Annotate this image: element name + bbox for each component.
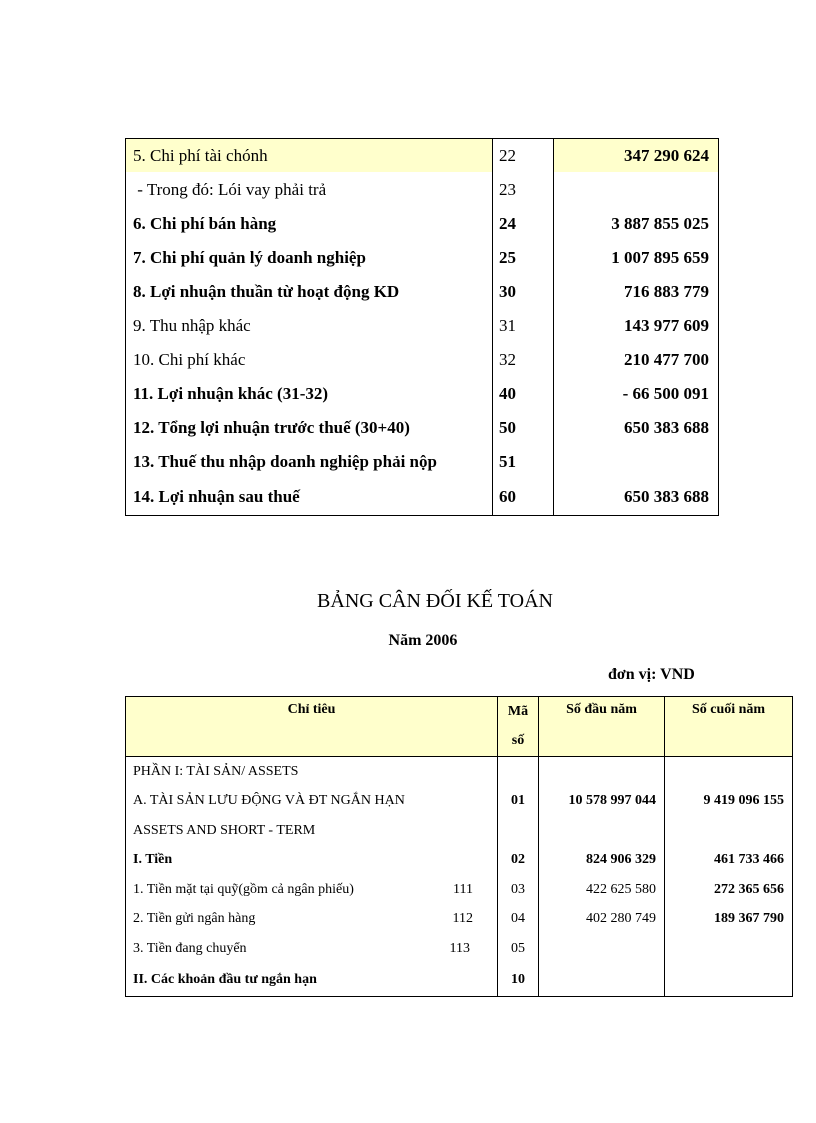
row-code: 30	[493, 274, 554, 308]
row-code: 25	[493, 240, 554, 274]
row-begin: 10 578 997 044	[539, 787, 665, 817]
row-value: 210 477 700	[554, 342, 719, 376]
row-end: 9 419 096 155	[665, 787, 793, 817]
table-row	[126, 376, 719, 410]
row-label: 12. Tổng lợi nhuận trước thuế (30+40)	[126, 410, 493, 444]
row-label: 5. Chi phí tài chónh	[126, 139, 493, 173]
row-label: - Trong đó: Lói vay phải trả	[126, 172, 493, 206]
table-row	[126, 444, 719, 478]
row-label-cell	[126, 934, 498, 964]
row-label: 11. Lợi nhuận khác (31-32)	[126, 376, 493, 410]
row-code: 10	[498, 964, 539, 997]
row-account: 113	[449, 940, 470, 956]
row-label: 1. Tiền mặt tại quỹ(gồm cả ngân phiếu)	[133, 881, 354, 897]
row-value: 650 383 688	[554, 410, 719, 444]
row-begin: 824 906 329	[539, 846, 665, 876]
row-label: I. Tiền	[126, 846, 498, 876]
table-row	[126, 139, 719, 173]
row-label-cell	[126, 905, 498, 935]
header-code	[498, 697, 539, 757]
header-code-line1: Mã	[507, 704, 529, 719]
table-row	[126, 342, 719, 376]
row-value	[554, 444, 719, 478]
table-row	[126, 846, 793, 876]
row-code: 01	[498, 787, 539, 817]
row-label: II. Các khoản đầu tư ngắn hạn	[126, 964, 498, 997]
row-label: 14. Lợi nhuận sau thuế	[126, 478, 493, 516]
header-item: Chỉ tiêu	[126, 697, 498, 757]
row-value: 1 007 895 659	[554, 240, 719, 274]
row-code: 23	[493, 172, 554, 206]
row-end	[665, 757, 793, 787]
income-statement-table	[125, 138, 719, 516]
row-begin	[539, 934, 665, 964]
row-label: PHẦN I: TÀI SẢN/ ASSETS	[126, 757, 498, 787]
row-value	[554, 172, 719, 206]
row-end: 189 367 790	[665, 905, 793, 935]
balance-sheet-year: Năm 2006	[388, 632, 458, 649]
table-row	[126, 172, 719, 206]
table-row	[126, 478, 719, 516]
row-account: 111	[453, 881, 473, 897]
row-end: 272 365 656	[665, 875, 793, 905]
row-value: 716 883 779	[554, 274, 719, 308]
row-end	[665, 964, 793, 997]
table-row	[126, 905, 793, 935]
row-code: 50	[493, 410, 554, 444]
row-label: ASSETS AND SHORT - TERM	[126, 816, 498, 846]
header-code-line2: số	[511, 733, 525, 748]
table-row	[126, 240, 719, 274]
row-code: 04	[498, 905, 539, 935]
row-label: 9. Thu nhập khác	[126, 308, 493, 342]
row-label: 8. Lợi nhuận thuần từ hoạt động KD	[126, 274, 493, 308]
row-label: 6. Chi phí bán hàng	[126, 206, 493, 240]
header-begin: Số đầu năm	[539, 697, 665, 757]
table-row	[126, 206, 719, 240]
table-row	[126, 308, 719, 342]
table-row	[126, 816, 793, 846]
table-row	[126, 875, 793, 905]
row-code	[498, 816, 539, 846]
row-label: A. TÀI SẢN LƯU ĐỘNG VÀ ĐT NGẮN HẠN	[126, 787, 498, 817]
row-label: 7. Chi phí quản lý doanh nghiệp	[126, 240, 493, 274]
balance-sheet-table	[125, 696, 793, 997]
row-begin	[539, 964, 665, 997]
row-end	[665, 934, 793, 964]
row-label: 13. Thuế thu nhập doanh nghiệp phải nộp	[126, 444, 493, 478]
table-row	[126, 934, 793, 964]
row-value: 3 887 855 025	[554, 206, 719, 240]
row-value: 650 383 688	[554, 478, 719, 516]
row-value: 347 290 624	[554, 139, 719, 173]
row-code: 05	[498, 934, 539, 964]
row-begin: 402 280 749	[539, 905, 665, 935]
balance-sheet-title: BẢNG CÂN ĐỐI KẾ TOÁN	[317, 590, 553, 612]
row-code: 22	[493, 139, 554, 173]
row-begin	[539, 757, 665, 787]
row-end	[665, 816, 793, 846]
table-row	[126, 410, 719, 444]
row-code: 40	[493, 376, 554, 410]
row-begin: 422 625 580	[539, 875, 665, 905]
row-value: - 66 500 091	[554, 376, 719, 410]
row-label: 3. Tiền đang chuyển	[133, 940, 247, 956]
row-label-cell	[126, 875, 498, 905]
row-begin	[539, 816, 665, 846]
row-label: 10. Chi phí khác	[126, 342, 493, 376]
row-code	[498, 757, 539, 787]
table-header-row	[126, 697, 793, 757]
row-account: 112	[452, 911, 473, 927]
table-row	[126, 964, 793, 997]
table-row	[126, 787, 793, 817]
row-code: 03	[498, 875, 539, 905]
row-code: 24	[493, 206, 554, 240]
currency-unit: đơn vị: VND	[608, 666, 695, 683]
row-end: 461 733 466	[665, 846, 793, 876]
row-code: 60	[493, 478, 554, 516]
row-label: 2. Tiền gửi ngân hàng	[133, 911, 256, 927]
row-value: 143 977 609	[554, 308, 719, 342]
header-end: Số cuối năm	[665, 697, 793, 757]
row-code: 51	[493, 444, 554, 478]
row-code: 32	[493, 342, 554, 376]
row-code: 31	[493, 308, 554, 342]
table-row	[126, 757, 793, 787]
row-code: 02	[498, 846, 539, 876]
table-row	[126, 274, 719, 308]
